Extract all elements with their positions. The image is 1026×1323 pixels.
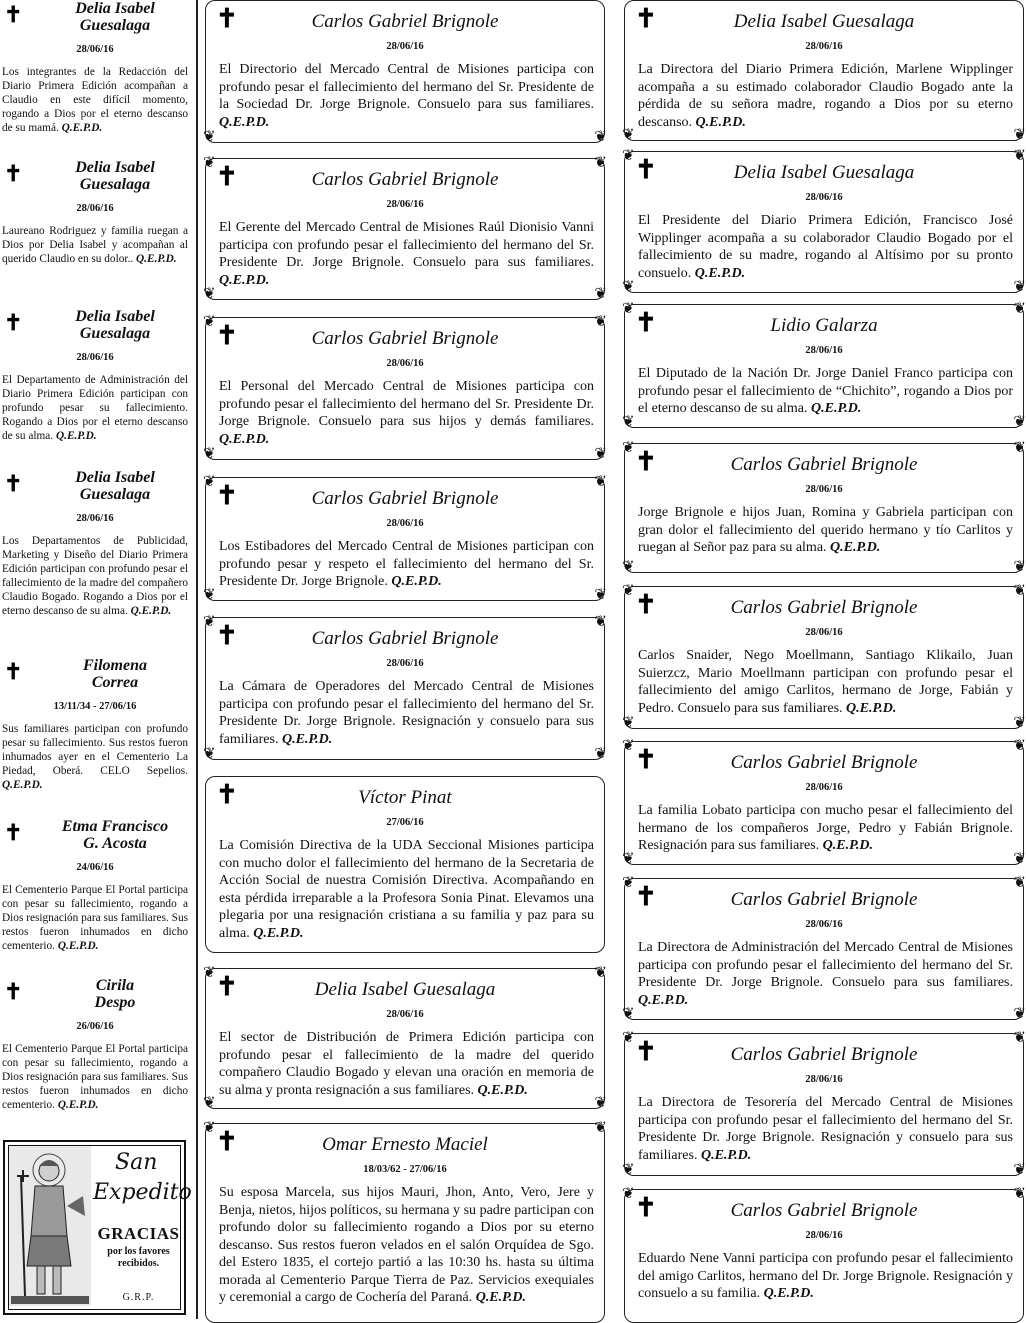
corner-ornament: ❦: [1013, 583, 1026, 599]
corner-ornament: ❦: [1013, 738, 1026, 754]
cross-icon: ✝: [216, 621, 238, 650]
notice-date: 28/06/16: [76, 44, 114, 55]
obituary-box: [622, 440, 1026, 575]
cross-icon: ✝: [4, 820, 23, 845]
deceased-name: Carlos Gabriel Brignole: [730, 752, 918, 773]
cross-icon: ✝: [4, 161, 23, 186]
notice-text: El Gerente del Mercado Central de Misiones Raúl Dionisio Vanni participa con profundo pesar el fallecimiento del hermano del Sr. Presidente Dr. Jorge Brignole. Consuelo para sus familiares. Q.E.P.D.: [219, 220, 594, 288]
notice-text: Sus familiares participan con profundo pesar su fallecimiento. Sus restos fueron inhumados ayer en el Cementerio La Piedad, Oberá. CELO Sepelios. Q.E.P.D.: [2, 723, 188, 791]
corner-ornament: ❦: [594, 1095, 607, 1111]
ad-title-line2: Expedito: [93, 1180, 192, 1205]
cross-icon: ✝: [216, 4, 238, 33]
corner-ornament: ❦: [622, 715, 635, 731]
corner-ornament: ❦: [1013, 1030, 1026, 1046]
corner-ornament: ❦: [203, 614, 216, 630]
cross-icon: ✝: [216, 162, 238, 191]
corner-ornament: ❦: [622, 851, 635, 867]
deceased-name: Delia Isabel Guesalaga: [75, 159, 155, 193]
notice-date: 28/06/16: [76, 513, 114, 524]
corner-ornament: ❦: [1013, 559, 1026, 575]
corner-ornament: ❦: [622, 875, 635, 891]
notice-text: El Departamento de Administración del Diario Primera Edición participan con profundo pesar su fallecimiento. Rogando a Dios por el eterno descanso de su alma. Q.E.P.D.: [2, 374, 188, 442]
cross-icon: ✝: [216, 1127, 238, 1156]
corner-ornament: ❦: [1013, 440, 1026, 456]
obituary-box: [203, 614, 607, 762]
notice-text: El Cementerio Parque El Portal participa con pesar su fallecimiento, rogando a Dios resignación para sus familiares. Sus restos fueron inhumados en dicho cementerio. Q.E.P.D.: [2, 884, 188, 952]
ad-favores: por los favores recibidos.: [107, 1246, 170, 1269]
notice-text: El Presidente del Diario Primera Edición, Francisco José Wipplinger acompaña a su colaborador Claudio Bogado por el fallecimiento de su madre, rogando al Altísimo por su pronto consuelo. Q.E.P.D.: [638, 213, 1013, 281]
notice-date: 28/06/16: [386, 358, 424, 369]
notice-date: 28/06/16: [805, 41, 843, 52]
corner-ornament: ❦: [622, 559, 635, 575]
cross-icon: ✝: [635, 1193, 657, 1222]
cross-icon: ✝: [4, 979, 23, 1004]
corner-ornament: ❦: [622, 1162, 635, 1178]
obituary-box: [622, 1186, 1026, 1323]
notice-text: Laureano Rodriguez y familia ruegan a Dios por Delia Isabel y acompañan al querido Claudio en su dolor.. Q.E.P.D.: [2, 225, 188, 265]
cross-icon: ✝: [635, 4, 657, 33]
corner-ornament: ❦: [622, 1030, 635, 1046]
corner-ornament: ❦: [1013, 414, 1026, 430]
notice-date: 18/03/62 - 27/06/16: [363, 1164, 447, 1175]
obituary-notice: [0, 159, 190, 266]
deceased-name: Etma Francisco G. Acosta: [61, 818, 169, 852]
notice-text: Jorge Brignole e hijos Juan, Romina y Gabriela participan con gran dolor el fallecimiento del querido hermano y tío Carlitos y ruegan al Señor paz para su alma. Q.E.P.D.: [638, 505, 1013, 555]
corner-ornament: ❦: [1013, 851, 1026, 867]
notice-date: 28/06/16: [805, 1230, 843, 1241]
corner-ornament: ❦: [203, 314, 216, 330]
corner-ornament: ❦: [203, 746, 216, 762]
notice-date: 28/06/16: [805, 345, 843, 356]
notice-text: El Cementerio Parque El Portal participa con pesar su fallecimiento, rogando a Dios resignación para sus familiares. Sus restos fueron inhumados en dicho cementerio. Q.E.P.D.: [2, 1043, 188, 1111]
corner-ornament: ❦: [622, 279, 635, 295]
left-column: [0, 0, 192, 1319]
corner-ornament: ❦: [622, 148, 635, 164]
corner-ornament: ❦: [203, 155, 216, 171]
obituary-box: [205, 0, 605, 143]
corner-ornament: ❦: [1013, 127, 1026, 143]
deceased-name: Carlos Gabriel Brignole: [730, 1044, 918, 1065]
corner-ornament: ❦: [594, 1120, 607, 1136]
deceased-name: Carlos Gabriel Brignole: [311, 628, 499, 649]
obituary-box: [203, 314, 607, 462]
deceased-name: Carlos Gabriel Brignole: [311, 11, 499, 32]
cross-icon: ✝: [216, 972, 238, 1001]
deceased-name: Carlos Gabriel Brignole: [311, 169, 499, 190]
deceased-name: Delia Isabel Guesalaga: [75, 469, 155, 503]
column-divider: [196, 0, 198, 1319]
notice-date: 28/06/16: [386, 658, 424, 669]
cross-icon: ✝: [635, 447, 657, 476]
notice-date: 28/06/16: [805, 192, 843, 203]
cross-icon: ✝: [216, 481, 238, 510]
notice-text: La familia Lobato participa con mucho pesar el fallecimiento del hermano de los compañeros Jorge, Pedro y Fabián Brignole. Resignación para sus familiares. Q.E.P.D.: [638, 803, 1013, 853]
deceased-name: Carlos Gabriel Brignole: [311, 328, 499, 349]
notice-text: El Diputado de la Nación Dr. Jorge Daniel Franco participa con profundo pesar el fallecimiento de “Chichito”, rogando a Dios por el eterno descanso de su alma. Q.E.P.D.: [638, 366, 1013, 416]
corner-ornament: ❦: [594, 286, 607, 302]
deceased-name: Carlos Gabriel Brignole: [730, 1200, 918, 1221]
cross-icon: ✝: [216, 780, 238, 809]
corner-ornament: ❦: [203, 1095, 216, 1111]
ad-initials: G.R.P.: [122, 1292, 155, 1303]
corner-ornament: ❦: [203, 129, 216, 145]
notice-text: La Directora del Diario Primera Edición, Marlene Wipplinger acompaña a su estimado colaborador Claudio Bogado ante la pérdida de su señora madre, rogando a Dios por su eterno descanso. Q.E.P.D.: [638, 62, 1013, 130]
deceased-name: Delia Isabel Guesalaga: [314, 979, 496, 1000]
obituary-box: [203, 474, 607, 603]
deceased-name: Carlos Gabriel Brignole: [730, 454, 918, 475]
obituary-notice: [0, 977, 190, 1112]
corner-ornament: ❦: [203, 446, 216, 462]
notice-text: Carlos Snaider, Nego Moellmann, Santiago Klikailo, Juan Suierzcz, Mario Moellmann participan con profundo pesar el fallecimiento del amigo Carlitos, hermano de Jorge, Fabián y Pedro. Consuelo para sus familiares. Q.E.P.D.: [638, 648, 1013, 716]
corner-ornament: ❦: [1013, 875, 1026, 891]
cross-icon: ✝: [216, 321, 238, 350]
corner-ornament: ❦: [203, 587, 216, 603]
cross-icon: ✝: [635, 590, 657, 619]
corner-ornament: ❦: [203, 965, 216, 981]
ad-title-line1: San: [115, 1150, 158, 1175]
obituary-notice: [0, 0, 190, 135]
ad-gracias: GRACIAS: [97, 1224, 180, 1243]
deceased-name: Carlos Gabriel Brignole: [311, 488, 499, 509]
deceased-name: Carlos Gabriel Brignole: [730, 889, 918, 910]
deceased-name: Omar Ernesto Maciel: [322, 1134, 488, 1155]
corner-ornament: ❦: [1013, 279, 1026, 295]
cross-icon: ✝: [635, 745, 657, 774]
notice-date: 28/06/16: [76, 203, 114, 214]
corner-ornament: ❦: [622, 414, 635, 430]
cross-icon: ✝: [635, 155, 657, 184]
corner-ornament: ❦: [622, 301, 635, 317]
cross-icon: ✝: [4, 2, 23, 27]
obituary-box: [203, 1120, 607, 1323]
right-column: [624, 0, 1024, 1319]
obituary-box: [622, 1030, 1026, 1178]
corner-ornament: ❦: [594, 155, 607, 171]
obituary-notice: [0, 308, 190, 443]
notice-date: 26/06/16: [76, 1021, 114, 1032]
corner-ornament: ❦: [203, 286, 216, 302]
notice-date: 13/11/34 - 27/06/16: [53, 701, 137, 712]
notice-date: 24/06/16: [76, 862, 114, 873]
notice-text: La Directora de Administración del Mercado Central de Misiones participa con profundo pesar el fallecimiento del hermano del Sr. Presidente Dr. Jorge Brignole. Consuelo para sus familiares. Q.E.P.D.: [638, 940, 1013, 1008]
notice-date: 28/06/16: [805, 1074, 843, 1085]
notice-date: 28/06/16: [805, 627, 843, 638]
corner-ornament: ❦: [1013, 1162, 1026, 1178]
deceased-name: Delia Isabel Guesalaga: [733, 162, 915, 183]
corner-ornament: ❦: [622, 583, 635, 599]
corner-ornament: ❦: [1013, 148, 1026, 164]
corner-ornament: ❦: [622, 738, 635, 754]
deceased-name: Delia Isabel Guesalaga: [75, 308, 155, 342]
obituary-box: [624, 0, 1024, 141]
obituary-box: [622, 738, 1026, 867]
obituary-box: [622, 875, 1026, 1022]
deceased-name: Carlos Gabriel Brignole: [730, 597, 918, 618]
cross-icon: ✝: [4, 659, 23, 684]
corner-ornament: ❦: [594, 314, 607, 330]
cross-icon: ✝: [635, 1037, 657, 1066]
corner-ornament: ❦: [622, 1006, 635, 1022]
notice-text: La Cámara de Operadores del Mercado Central de Misiones participa con profundo pesar el fallecimiento del hermano del Sr. Presidente Dr. Jorge Brignole. Resignación y consuelo para sus familiares. Q.E.P.D.: [219, 679, 594, 747]
notice-text: Los integrantes de la Redacción del Diario Primera Edición acompañan a Claudio en este difícil momento, rogando a Dios por el eterno descanso de su mamá. Q.E.P.D.: [2, 66, 188, 134]
corner-ornament: ❦: [622, 1186, 635, 1202]
notice-text: Su esposa Marcela, sus hijos Mauri, Jhon, Anto, Vero, Jere y Benja, nietos, hijos políticos, su hermana y su padre participan con profundo dolor su fallecimiento rogando a Dios por su eterno descanso. Sus restos fueron velados en el salón Orquídea de Sgo. del Estero 1835, el cortejo partió a las 10:30 hs. hasta su última morada al Cementerio Parque Tierra de Paz. Servicios exequiales y ceremonial a cargo de Cochería del Paraná. Q.E.P.D.: [219, 1185, 594, 1305]
corner-ornament: ❦: [622, 440, 635, 456]
notice-date: 28/06/16: [386, 199, 424, 210]
obituary-box: [622, 583, 1026, 731]
deceased-name: Delia Isabel Guesalaga: [733, 11, 915, 32]
notice-text: El Personal del Mercado Central de Misiones participa con profundo pesar el fallecimiento del hermano del Sr. Presidente Dr. Jorge Brignole. Consuelo para sus hijos y demás familiares. Q.E.P.D.: [219, 379, 594, 447]
obituary-box: [622, 148, 1026, 295]
obituary-notice: [0, 657, 190, 792]
corner-ornament: ❦: [594, 746, 607, 762]
notice-date: 28/06/16: [805, 484, 843, 495]
notice-date: 28/06/16: [805, 782, 843, 793]
saint-expedito-illustration: [9, 1146, 91, 1306]
cross-icon: ✝: [635, 882, 657, 911]
obituary-notice: [0, 818, 190, 953]
notice-text: Los Departamentos de Publicidad, Marketing y Diseño del Diario Primera Edición participan con profundo pesar el fallecimiento de la madre del compañero Claudio Bogado. Rogando a Dios por el eterno descanso de su alma. Q.E.P.D.: [2, 535, 188, 617]
cross-icon: ✝: [4, 310, 23, 335]
notice-date: 27/06/16: [386, 817, 424, 828]
corner-ornament: ❦: [1013, 1186, 1026, 1202]
corner-ornament: ❦: [594, 474, 607, 490]
deceased-name: Delia Isabel Guesalaga: [75, 0, 155, 34]
deceased-name: Filomena Correa: [82, 657, 147, 691]
obituary-box: [203, 155, 607, 302]
center-column: [205, 0, 607, 1319]
obituary-box: [203, 965, 607, 1111]
corner-ornament: ❦: [594, 446, 607, 462]
corner-ornament: ❦: [203, 1120, 216, 1136]
deceased-name: Cirila Despo: [94, 977, 136, 1011]
notice-text: La Comisión Directiva de la UDA Seccional Misiones participa con mucho dolor el fallecimiento del hermano de la Secretaria de Acción Social de nuestra Comisión Directiva. Acompañando en esta pérdida irreparable a la Profesora Sonia Pinat. Elevamos una plegaria por una resignación cristiana a su familia y paz para su alma. Q.E.P.D.: [219, 838, 594, 941]
corner-ornament: ❦: [1013, 301, 1026, 317]
notice-text: Eduardo Nene Vanni participa con profundo pesar el fallecimiento del amigo Carlitos, hermano del Dr. Jorge Brignole. Resignación y consuelo a su familia. Q.E.P.D.: [638, 1251, 1013, 1301]
notice-date: 28/06/16: [386, 1009, 424, 1020]
deceased-name: Lidio Galarza: [770, 315, 878, 336]
notice-text: Los Estibadores del Mercado Central de Misiones participan con profundo pesar y respeto el fallecimiento del hermano del Sr. Presidente Dr. Jorge Brignole. Q.E.P.D.: [219, 539, 594, 589]
obituary-box: [205, 776, 605, 953]
notice-text: El sector de Distribución de Primera Edición participa con profundo pesar el fallecimiento de la madre del querido compañero Claudio Bogado y elevan una oración en memoria de su alma y pronta resignación a sus familiares. Q.E.P.D.: [219, 1030, 594, 1098]
corner-ornament: ❦: [594, 614, 607, 630]
cross-icon: ✝: [635, 308, 657, 337]
corner-ornament: ❦: [594, 587, 607, 603]
deceased-name: Víctor Pinat: [358, 787, 452, 808]
notice-date: 28/06/16: [76, 352, 114, 363]
corner-ornament: ❦: [1013, 1006, 1026, 1022]
corner-ornament: ❦: [1013, 715, 1026, 731]
notice-date: 28/06/16: [805, 919, 843, 930]
corner-ornament: ❦: [203, 474, 216, 490]
notice-date: 28/06/16: [386, 518, 424, 529]
obituary-box: [622, 301, 1026, 430]
corner-ornament: ❦: [622, 127, 635, 143]
obituary-notice: [0, 469, 190, 618]
corner-ornament: ❦: [594, 965, 607, 981]
san-expedito-thanks-ad: [3, 1140, 192, 1315]
notice-date: 28/06/16: [386, 41, 424, 52]
corner-ornament: ❦: [594, 129, 607, 145]
notice-text: La Directora de Tesorería del Mercado Central de Misiones participa con profundo pesar el fallecimiento del hermano del Sr. Presidente Dr. Jorge Brignole. Resignación y consuelo para sus familiares. Q.E.P.D.: [638, 1095, 1013, 1163]
cross-icon: ✝: [4, 471, 23, 496]
notice-text: El Directorio del Mercado Central de Misiones participa con profundo pesar el fallecimiento del hermano del Sr. Presidente de la Sociedad Dr. Jorge Brignole. Consuelo para sus familiares. Q.E.P.D.: [219, 62, 594, 130]
